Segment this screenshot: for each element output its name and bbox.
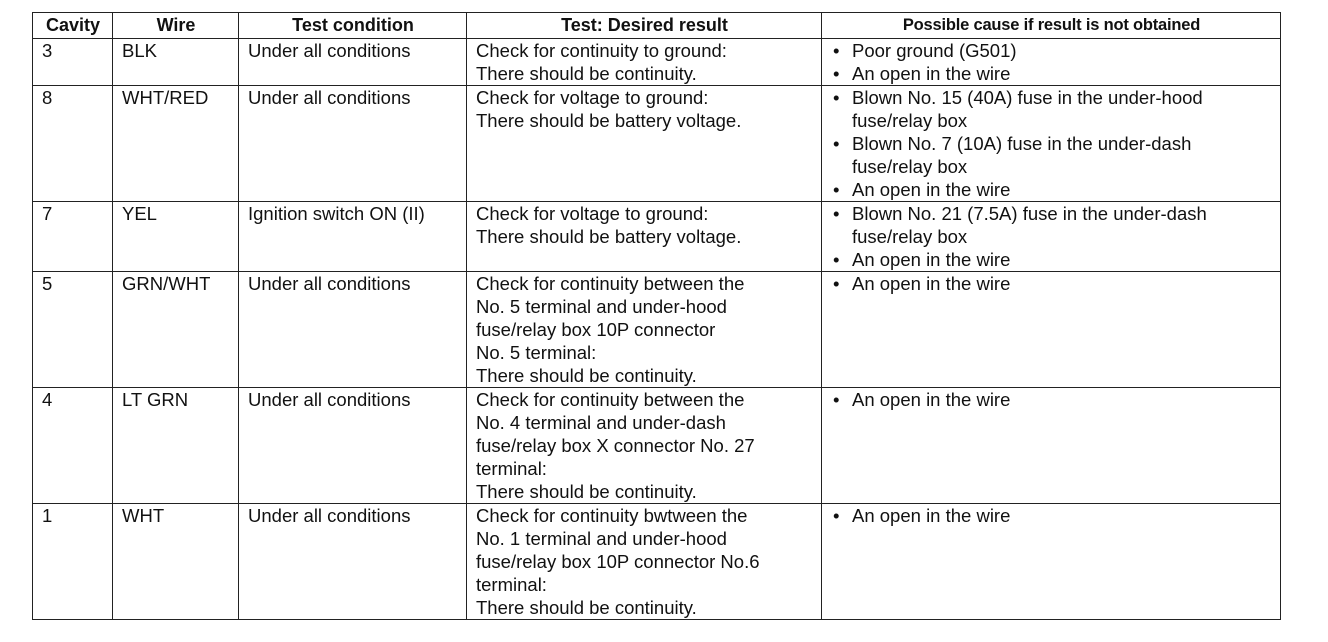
- header-test-condition: Test condition: [239, 13, 467, 39]
- result-line: There should be battery voltage.: [476, 110, 742, 131]
- result-line: Check for voltage to ground:: [476, 203, 709, 224]
- bullet-icon: •: [833, 63, 840, 84]
- cause-text: An open in the wire: [852, 273, 1011, 294]
- wire-cell: WHT/RED: [113, 86, 239, 202]
- cause-item: [831, 39, 1272, 62]
- test-condition-cell: Ignition switch ON (II): [239, 202, 467, 272]
- desired-result-cell: [467, 272, 822, 388]
- cause-item: [831, 62, 1272, 85]
- wire-cell: YEL: [113, 202, 239, 272]
- result-line: There should be continuity.: [476, 365, 697, 386]
- test-condition-cell: Under all conditions: [239, 504, 467, 620]
- cause-list: [831, 86, 1272, 201]
- bullet-icon: •: [833, 179, 840, 200]
- cause-item: [831, 178, 1272, 201]
- cause-text: An open in the wire: [852, 389, 1011, 410]
- cause-text: fuse/relay box: [852, 110, 968, 131]
- bullet-icon: •: [833, 389, 840, 410]
- cause-item: [831, 504, 1272, 527]
- result-line: Check for continuity to ground:: [476, 40, 727, 61]
- result-line: terminal:: [476, 458, 547, 479]
- cause-list: [831, 504, 1272, 527]
- cause-list: [831, 388, 1272, 411]
- bullet-icon: •: [833, 203, 840, 224]
- table-body: [33, 39, 1281, 620]
- table-row: [33, 39, 1281, 86]
- result-line: fuse/relay box 10P connector: [476, 319, 716, 340]
- possible-cause-cell: [822, 388, 1281, 504]
- possible-cause-cell: [822, 272, 1281, 388]
- bullet-icon: •: [833, 273, 840, 294]
- wire-cell: LT GRN: [113, 388, 239, 504]
- cause-list: [831, 39, 1272, 85]
- table-row: [33, 272, 1281, 388]
- result-line: Check for continuity between the: [476, 389, 745, 410]
- wire-cell: WHT: [113, 504, 239, 620]
- cavity-cell: 4: [33, 388, 113, 504]
- cause-item: [831, 388, 1272, 411]
- cause-item: [831, 248, 1272, 271]
- bullet-icon: •: [833, 40, 840, 61]
- test-condition-cell: Under all conditions: [239, 86, 467, 202]
- possible-cause-cell: [822, 504, 1281, 620]
- cause-text: fuse/relay box: [852, 226, 968, 247]
- table-row: [33, 86, 1281, 202]
- header-desired-result: Test: Desired result: [467, 13, 822, 39]
- header-possible-cause: Possible cause if result is not obtained: [822, 13, 1281, 39]
- bullet-icon: •: [833, 505, 840, 526]
- result-line: fuse/relay box 10P connector No.6: [476, 551, 760, 572]
- result-line: No. 1 terminal and under-hood: [476, 528, 727, 549]
- connector-test-table: [32, 12, 1281, 620]
- wire-cell: BLK: [113, 39, 239, 86]
- bullet-icon: •: [833, 87, 840, 108]
- result-line: Check for continuity bwtween the: [476, 505, 748, 526]
- test-condition-cell: Under all conditions: [239, 272, 467, 388]
- cavity-cell: 5: [33, 272, 113, 388]
- result-line: Check for voltage to ground:: [476, 87, 709, 108]
- cause-list: [831, 202, 1272, 271]
- result-line: Check for continuity between the: [476, 273, 745, 294]
- result-line: No. 5 terminal:: [476, 342, 597, 363]
- result-line: No. 4 terminal and under-dash: [476, 412, 726, 433]
- desired-result-cell: [467, 504, 822, 620]
- cavity-cell: 7: [33, 202, 113, 272]
- test-condition-cell: Under all conditions: [239, 39, 467, 86]
- cause-text: Poor ground (G501): [852, 40, 1017, 61]
- header-wire: Wire: [113, 13, 239, 39]
- result-line: fuse/relay box X connector No. 27: [476, 435, 755, 456]
- result-line: There should be continuity.: [476, 63, 697, 84]
- desired-result-cell: [467, 388, 822, 504]
- desired-result-cell: [467, 39, 822, 86]
- table-row: [33, 388, 1281, 504]
- table-row: [33, 202, 1281, 272]
- cause-text: An open in the wire: [852, 249, 1011, 270]
- cause-item: [831, 132, 1272, 178]
- possible-cause-cell: [822, 86, 1281, 202]
- cause-text: An open in the wire: [852, 179, 1011, 200]
- cause-text: An open in the wire: [852, 63, 1011, 84]
- wire-cell: GRN/WHT: [113, 272, 239, 388]
- possible-cause-cell: [822, 202, 1281, 272]
- cavity-cell: 1: [33, 504, 113, 620]
- cause-item: [831, 272, 1272, 295]
- desired-result-cell: [467, 202, 822, 272]
- bullet-icon: •: [833, 133, 840, 154]
- cause-text: Blown No. 15 (40A) fuse in the under-hood: [852, 87, 1203, 108]
- table-row: [33, 504, 1281, 620]
- cause-text: Blown No. 21 (7.5A) fuse in the under-dash: [852, 203, 1207, 224]
- result-line: There should be continuity.: [476, 597, 697, 618]
- cavity-cell: 3: [33, 39, 113, 86]
- cause-text: fuse/relay box: [852, 156, 968, 177]
- result-line: There should be battery voltage.: [476, 226, 742, 247]
- cause-item: [831, 202, 1272, 248]
- result-line: terminal:: [476, 574, 547, 595]
- test-condition-cell: Under all conditions: [239, 388, 467, 504]
- cause-list: [831, 272, 1272, 295]
- cause-item: [831, 86, 1272, 132]
- header-row: [33, 13, 1281, 39]
- result-line: No. 5 terminal and under-hood: [476, 296, 727, 317]
- result-line: There should be continuity.: [476, 481, 697, 502]
- header-cavity: Cavity: [33, 13, 113, 39]
- cause-text: Blown No. 7 (10A) fuse in the under-dash: [852, 133, 1192, 154]
- desired-result-cell: [467, 86, 822, 202]
- bullet-icon: •: [833, 249, 840, 270]
- cavity-cell: 8: [33, 86, 113, 202]
- possible-cause-cell: [822, 39, 1281, 86]
- cause-text: An open in the wire: [852, 505, 1011, 526]
